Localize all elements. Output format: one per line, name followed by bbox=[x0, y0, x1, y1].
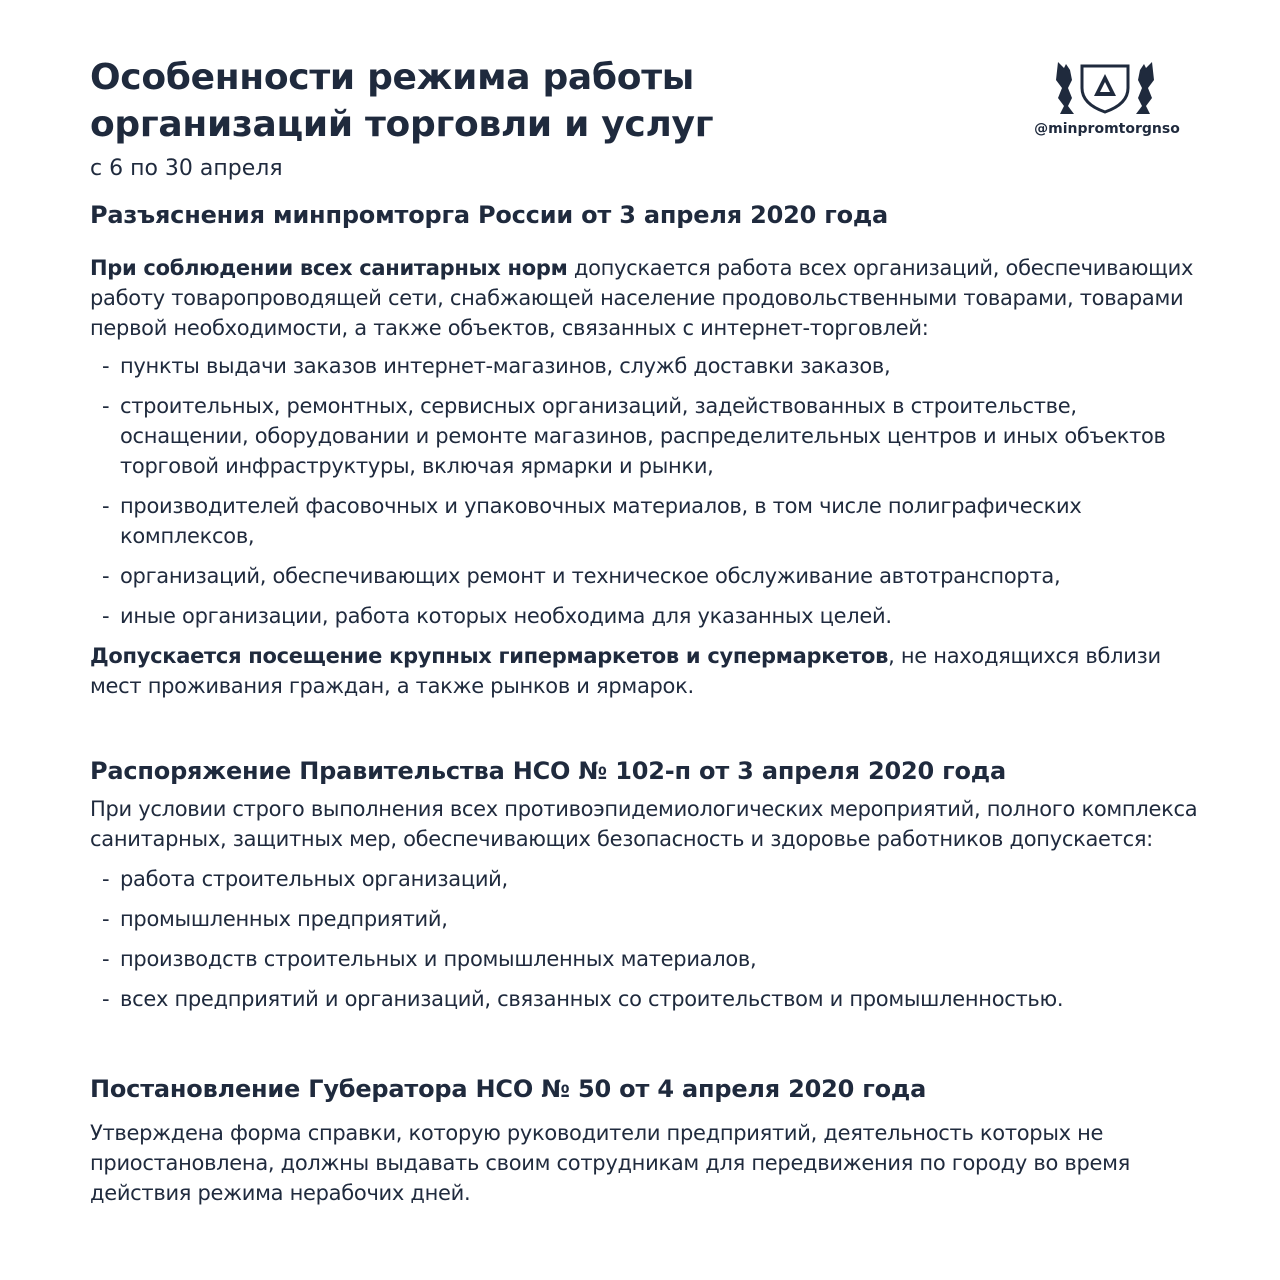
section-1-title: Разъяснения минпромторга России от 3 апреля 2020 года bbox=[90, 201, 889, 229]
list-item: - производителей фасовочных и упаковочных материалов, в том числе полиграфических комплексов, bbox=[90, 491, 1210, 551]
section-1-outro-rest: , не находящихся вблизи мест проживания граждан, а также рынков и ярмарок. bbox=[90, 644, 1161, 698]
section-2-bullets bbox=[90, 864, 1210, 1014]
section-government-order bbox=[90, 756, 1210, 1014]
section-1-intro bbox=[90, 253, 1210, 343]
list-item: - промышленных предприятий, bbox=[90, 904, 1210, 934]
section-2-title: Распоряжение Правительства НСО № 102-п от 3 апреля 2020 года bbox=[90, 757, 1006, 785]
list-item: - иные организации, работа которых необходима для указанных целей. bbox=[90, 601, 1210, 631]
page-title bbox=[90, 54, 850, 148]
title-line-1: Особенности режима работы bbox=[90, 57, 695, 98]
section-1-outro bbox=[90, 641, 1210, 701]
section-governor-decree bbox=[90, 1074, 1210, 1208]
list-item: - пункты выдачи заказов интернет-магазинов, служб доставки заказов, bbox=[90, 351, 1210, 381]
section-1-bullets bbox=[90, 351, 1210, 631]
section-minpromtorg bbox=[90, 200, 1210, 701]
title-line-2: организаций торговли и услуг bbox=[90, 104, 714, 145]
list-item: - организаций, обеспечивающих ремонт и техническое обслуживание автотранспорта, bbox=[90, 561, 1210, 591]
section-1-intro-bold: При соблюдении всех санитарных норм bbox=[90, 256, 568, 280]
list-item: - всех предприятий и организаций, связанных со строительством и промышленностью. bbox=[90, 984, 1210, 1014]
list-item: - строительных, ремонтных, сервисных организаций, задействованных в строительстве, оснащении, оборудовании и ремонте магазинов, распределительных центров и иных объектов торговой инфраструктуры, включая ярмарки и рынки, bbox=[90, 391, 1210, 481]
social-handle: @minpromtorgnso bbox=[1034, 121, 1180, 137]
list-item: - работа строительных организаций, bbox=[90, 864, 1210, 894]
section-2-intro: При условии строго выполнения всех противоэпидемиологических мероприятий, полного комплекса санитарных, защитных мер, обеспечивающих безопасность и здоровье работников допускается: bbox=[90, 797, 1198, 851]
section-3-text: Утверждена форма справки, которую руководители предприятий, деятельность которых не приостановлена, должны выдавать своим сотрудникам для передвижения по городу во время действия режима нерабочих дней. bbox=[90, 1121, 1130, 1205]
section-1-intro-rest: допускается работа всех организаций, обеспечивающих работу товаропроводящей сети, снабжающей население продовольственными товарами, товарами первой необходимости, а также объектов, связанных с интернет-торговлей: bbox=[90, 256, 1194, 340]
list-item: - производств строительных и промышленных материалов, bbox=[90, 944, 1210, 974]
coat-of-arms-logo-icon bbox=[1050, 58, 1160, 116]
section-3-title: Постановление Губератора НСО № 50 от 4 апреля 2020 года bbox=[90, 1075, 927, 1103]
period-subtitle: с 6 по 30 апреля bbox=[90, 156, 283, 181]
section-1-outro-bold: Допускается посещение крупных гипермаркетов и супермаркетов bbox=[90, 644, 889, 668]
